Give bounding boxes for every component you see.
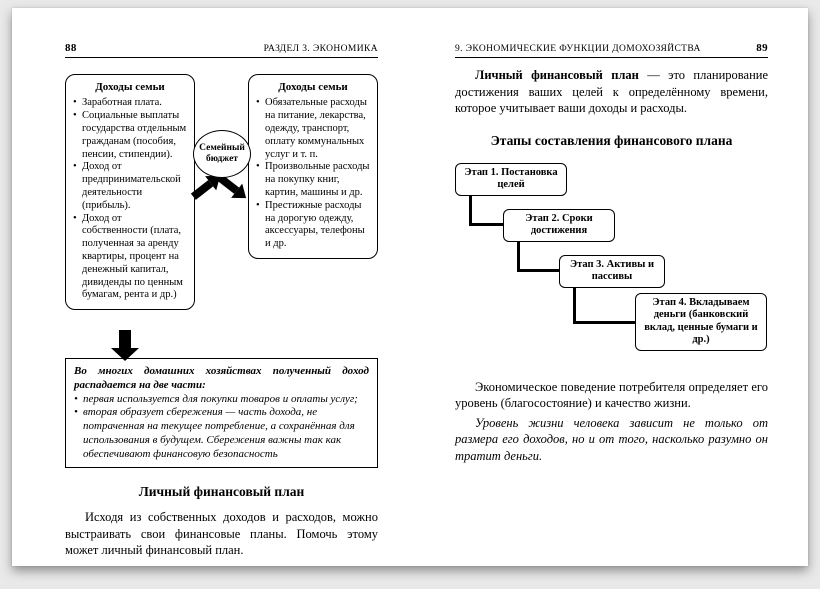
page-89 [455, 42, 768, 464]
income-item: • Доход от собственности (плата, полученная за аренду квартиры, процент на денежный капитал, дивиденды по ценным бумагам, рента и др.) [73, 213, 187, 303]
stage-box-1: Этап 1. Постановка целей [455, 163, 567, 196]
note-intro: Во многих домашних хозяйствах полученный доход распадается на две части: [74, 365, 369, 391]
running-head-title: РАЗДЕЛ 3. ЭКОНОМИКА [263, 44, 378, 54]
page-number: 88 [65, 42, 77, 54]
down-arrow-icon [119, 330, 131, 348]
plan-stages-diagram [455, 163, 768, 365]
expenses-box-list [256, 97, 370, 251]
personal-plan-heading: Личный финансовый план [138, 484, 305, 500]
stage-connector [469, 193, 503, 226]
running-head-right [455, 42, 768, 54]
income-box [65, 74, 195, 310]
stage-box-4: Этап 4. Вкладываем деньги (банковский вклад, ценные бумаги и др.) [635, 293, 767, 351]
living-standard-paragraph: Уровень жизни человека зависит не только от размера его доходов, но и от того, насколько разумно он тратит деньги. [455, 415, 768, 463]
expense-item: • Престижные расходы на дорогую одежду, аксессуары, телефоны и др. [256, 200, 370, 251]
note-item: • вторая образует сбережения — часть дохода, не потраченная на текущее потребление, а сохранённая для использования в будущем. Сбережения важны так как обеспечивают финансовую безопасность [74, 406, 369, 461]
running-head-title: 9. ЭКОНОМИЧЕСКИЕ ФУНКЦИИ ДОМОХОЗЯЙСТВА [455, 44, 701, 54]
income-item: • Заработная плата. [73, 97, 187, 110]
stage-connector [517, 239, 559, 272]
income-box-title: Доходы семьи [95, 81, 165, 93]
income-box-list [73, 97, 187, 302]
expenses-box-title: Доходы семьи [278, 81, 348, 93]
expenses-box [248, 74, 378, 259]
expense-item: • Произвольные расходы на покупку книг, картин, машины и др. [256, 161, 370, 199]
running-head-left [65, 42, 378, 54]
book-spread [12, 8, 808, 566]
note-item: • первая используется для покупки товаров и оплаты услуг; [74, 393, 369, 407]
expense-item: • Обязательные расходы на питание, лекарства, одежду, транспорт, оплату коммунальных услуг и т. п. [256, 97, 370, 161]
page-number: 89 [756, 42, 768, 54]
header-rule [455, 57, 768, 58]
lead-text: — это планирование достижения ваших целей к определённому времени, которое учитывает ваши доходы и расходы. [455, 68, 768, 115]
family-budget-oval: Семейный бюджет [193, 130, 251, 178]
lead-paragraph [455, 67, 768, 117]
page-88 [65, 42, 378, 559]
consumer-behavior-paragraph: Экономическое поведение потребителя определяет его уровень (благосостояние) и качество жизни. [455, 379, 768, 410]
note-list [74, 393, 369, 462]
stages-heading: Этапы составления финансового плана [490, 132, 733, 148]
income-item: • Доход от предпринимательской деятельности (прибыль). [73, 161, 187, 212]
stage-box-2: Этап 2. Сроки достижения [503, 209, 615, 242]
header-rule [65, 57, 378, 58]
savings-note-box [65, 358, 378, 468]
lead-term: Личный финансовый план [475, 68, 639, 82]
stage-connector [573, 285, 635, 324]
stage-box-3: Этап 3. Активы и пассивы [559, 255, 665, 288]
income-item: • Социальные выплаты государства отдельным гражданам (пособия, пенсии, стипендии). [73, 110, 187, 161]
family-budget-diagram [65, 74, 378, 326]
personal-plan-paragraph: Исходя из собственных доходов и расходов, можно выстраивать свои финансовые планы. Помочь этому может личный финансовый план. [65, 510, 378, 558]
